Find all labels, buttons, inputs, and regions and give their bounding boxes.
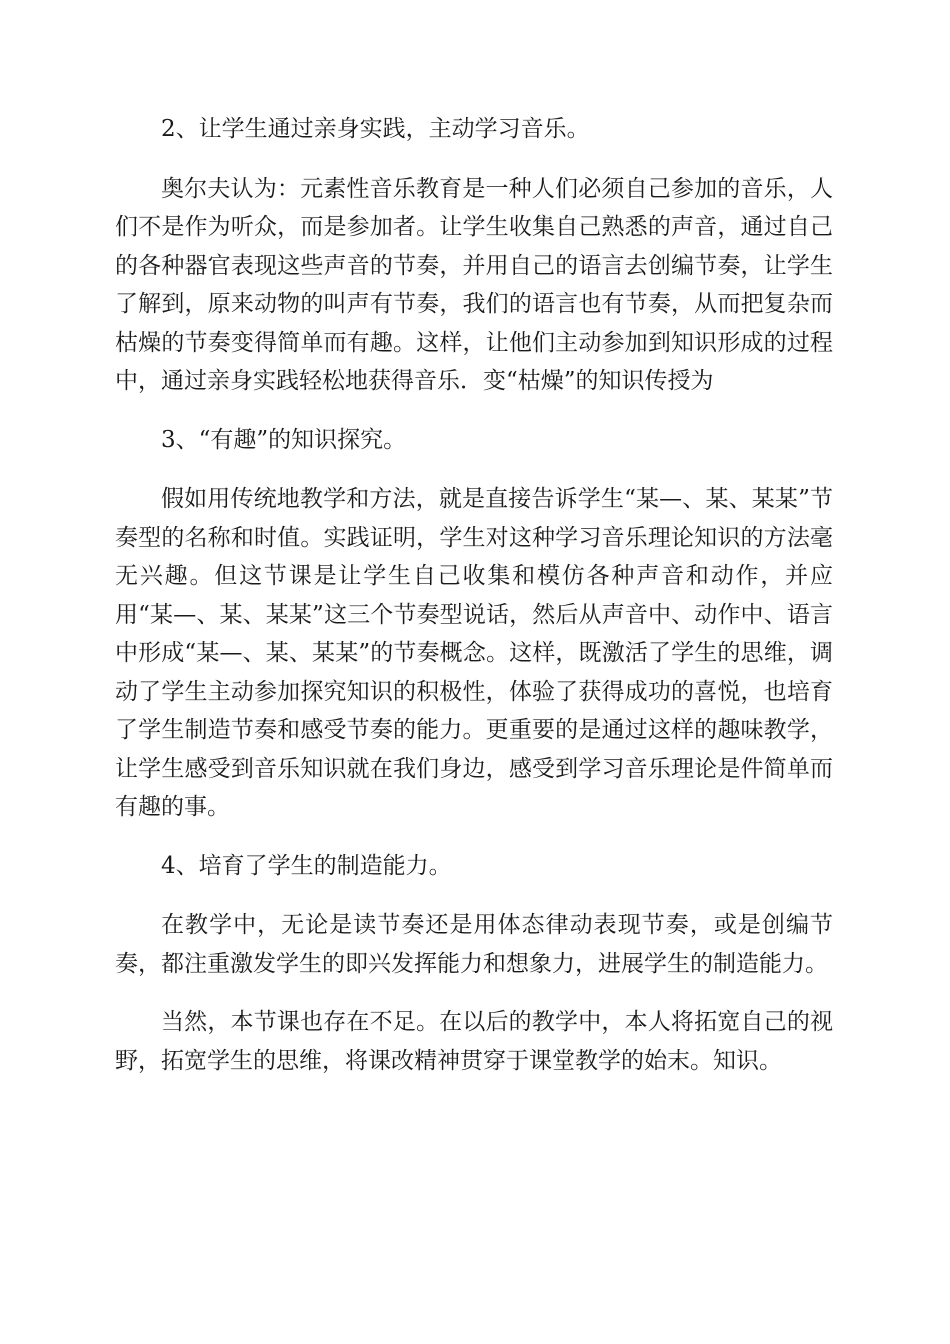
document-body — [115, 110, 833, 1100]
section-heading-4: 4、培育了学生的制造能力。 — [161, 852, 452, 879]
paragraph-rhythm-creation: 在教学中，无论是读节奏还是用体态律动表现节奏，或是创编节奏，都注重激发学生的即兴发挥能力和想象力，进展学生的制造能力。 — [115, 912, 833, 977]
paragraph-orff-theory: 奥尔夫认为：元素性音乐教育是一种人们必须自己参加的音乐，人们不是作为听众，而是参加者。让学生收集自己熟悉的声音，通过自己的各种器官表现这些声音的节奏，并用自己的语言去创编节奏，让学生了解到，原来动物的叫声有节奏，我们的语言也有节奏，从而把复杂而枯燥的节奏变得简单而有趣。这样，让他们主动参加到知识形成的过程中，通过亲身实践轻松地获得音乐．变“枯燥”的知识传授为 — [115, 175, 833, 394]
paragraph-conclusion: 当然，本节课也存在不足。在以后的教学中，本人将拓宽自己的视野，拓宽学生的思维，将课改精神贯穿于课堂教学的始末。知识。 — [115, 1009, 833, 1074]
section-heading-2: 2、让学生通过亲身实践，主动学习音乐。 — [161, 116, 590, 142]
section-heading-3: 3、“有趣”的知识探究。 — [161, 426, 407, 453]
paragraph-traditional-teaching: 假如用传统地教学和方法，就是直接告诉学生“某—、某、某某”节奏型的名称和时值。实践证明，学生对这种学习音乐理论知识的方法毫无兴趣。但这节课是让学生自己收集和模仿各种声音和动作，并应用“某—、某、某某”这三个节奏型说话，然后从声音中、动作中、语言中形成“某—、某、某某”的节奏概念。这样，既激活了学生的思维，调动了学生主动参加探究知识的积极性，体验了获得成功的喜悦，也培育了学生制造节奏和感受节奏的能力。更重要的是通过这样的趣味教学，让学生感受到音乐知识就在我们身边，感受到学习音乐理论是件简单而有趣的事。 — [115, 486, 833, 820]
